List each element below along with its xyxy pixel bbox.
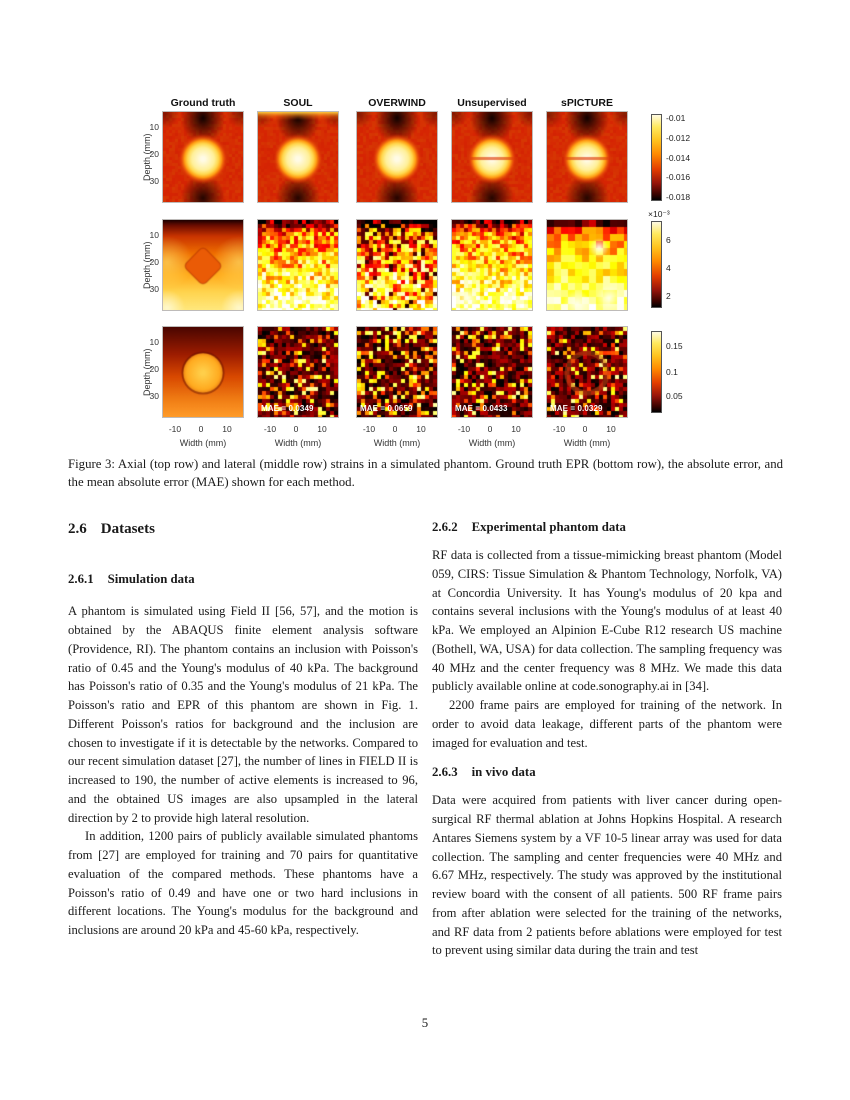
- heatmap-panel-lateral-soul: [258, 220, 338, 310]
- colorbar-exponent-label: ×10⁻³: [648, 209, 670, 219]
- subsection-number: 2.6.3: [432, 765, 458, 780]
- x-tick-label: 10: [317, 424, 327, 434]
- x-tick-label: 0: [582, 424, 588, 434]
- subsection-title: Experimental phantom data: [471, 520, 626, 534]
- mae-label: MAE = 0.0349: [261, 404, 314, 413]
- heatmap-canvas: [357, 220, 437, 310]
- column-title: Ground truth: [170, 97, 236, 109]
- column-title: sPICTURE: [561, 97, 613, 109]
- colorbar-tick-label: -0.01: [666, 113, 686, 124]
- figure-3-strain-grid: [140, 95, 720, 455]
- colorbar-tick-label: 2: [666, 290, 671, 301]
- column-title: SOUL: [283, 97, 313, 109]
- y-tick-label: 20: [149, 149, 159, 160]
- colorbar: [652, 222, 661, 307]
- heatmap-canvas: [452, 220, 532, 310]
- y-axis-label: Depth (mm): [142, 241, 152, 289]
- heatmap-panel-axial-soul: [258, 112, 338, 202]
- colorbar: [652, 332, 661, 412]
- heatmap-panel-lateral-unsupervised: [452, 220, 532, 310]
- mae-label: MAE = 0.0433: [455, 404, 508, 413]
- paragraph-experimental-1: RF data is collected from a tissue-mimicking breast phantom (Model 059, CIRS: Tissue Simulation & Phantom Technology, Norfolk, VA) at Concordia University. It has Young's modulus of 20 kpa and contains several inclusions with the Young's modulus of at least 40 kPa. We employed an Alpinion E-Cube R12 research US machine (Bothell, WA, USA) for data collection. The sampling frequency was 40 MHz and the center frequency was 8 MHz. We made this data publicly available online at code.sonography.ai in [34].: [432, 548, 782, 694]
- subsection-heading-simulation-data: [68, 570, 418, 589]
- x-tick-label: -10: [362, 424, 376, 434]
- x-tick-label: 10: [511, 424, 521, 434]
- column-title: OVERWIND: [368, 97, 426, 109]
- y-tick-label: 30: [149, 176, 159, 187]
- subsection-heading-in-vivo: [432, 763, 782, 782]
- heatmap-panel-lateral-overwind: [357, 220, 437, 310]
- colorbar-tick-label: 0.05: [666, 391, 683, 401]
- heatmap-canvas: [547, 220, 627, 310]
- colorbar: [652, 115, 661, 200]
- x-axis-label: Width (mm): [373, 438, 421, 448]
- colorbar-tick-label: -0.014: [666, 152, 691, 163]
- heatmap-panel-axial-ground-truth: [163, 112, 243, 202]
- x-tick-label: 10: [606, 424, 616, 434]
- x-axis-label: Width (mm): [274, 438, 322, 448]
- subsection-title: in vivo data: [471, 765, 536, 780]
- heatmap-panel-lateral-spicture: [547, 220, 627, 310]
- paragraph-experimental-2: 2200 frame pairs are employed for training of the network. In order to avoid data leakage, different parts of the phantom were imaged for evaluation and test.: [432, 698, 782, 750]
- heatmap-canvas: [163, 220, 243, 310]
- x-tick-label: 0: [392, 424, 398, 434]
- section-title: Datasets: [100, 521, 155, 537]
- x-tick-label: -10: [263, 424, 277, 434]
- heatmap-canvas: [452, 112, 532, 202]
- heatmap-panel-epr-ground-truth: [163, 327, 243, 417]
- x-tick-label: 0: [198, 424, 204, 434]
- mae-label: MAE = 0.0659: [360, 404, 413, 413]
- x-tick-label: -10: [168, 424, 182, 434]
- colorbar-tick-label: 6: [666, 234, 671, 245]
- x-axis-label: Width (mm): [563, 438, 611, 448]
- heatmap-panel-axial-overwind: [357, 112, 437, 202]
- x-tick-label: 10: [416, 424, 426, 434]
- heatmap-canvas: [258, 112, 338, 202]
- heatmap-canvas: [258, 220, 338, 310]
- heatmap-panel-epr-unsupervised: [452, 327, 532, 417]
- section-heading-datasets: [68, 518, 418, 540]
- paragraph-simulation-1: A phantom is simulated using Field II [56, 57], and the motion is obtained by the ABAQUS finite element analysis software (Providence, RI). The phantom contains an inclusion with Poisson's ratio of 0.45 and the Young's modulus of 40 kPa. The background has Poisson's ratio of 0.35 and the Young's modulus of 21 kPa. The Poisson's ratio and EPR of this phantom are shown in Fig. 1. Different Poisson's ratios for background and the inclusion are chosen to investigate if it is detectable by the networks. Compared to our recent simulation dataset [27], the number of lines in FIELD II is increased to 190, the number of active elements is increased to 96, and the obtained US images are also upsampled in the lateral direction by 2 to provide high lateral resolution.: [68, 604, 418, 825]
- x-tick-label: -10: [552, 424, 566, 434]
- colorbar-tick-label: 0.1: [666, 367, 678, 377]
- y-axis-label: Depth (mm): [142, 348, 152, 396]
- colorbar-tick-label: 4: [666, 262, 671, 273]
- subsection-number: 2.6.1: [68, 572, 94, 587]
- heatmap-panel-epr-overwind: [357, 327, 437, 417]
- subsection-title: Simulation data: [107, 572, 195, 587]
- heatmap-panel-lateral-ground-truth: [163, 220, 243, 310]
- paragraph-in-vivo-1: Data were acquired from patients with liver cancer during open-surgical RF thermal ablation at Johns Hopkins Hospital. A research Antares Siemens system by a VF 10-5 linear array was used for data collection. The sampling and center frequencies were 40 MHz and 6.67 MHz, respectively. The study was approved by the institutional review board with the consent of all patients. 500 RF frame pairs from after ablation were selected for the training of the networks, and RF data from 2 patients before ablations were employed for test to prevent using similar data during the train and test: [432, 793, 782, 958]
- colorbar-tick-label: -0.018: [666, 191, 691, 202]
- y-tick-label: 20: [149, 257, 159, 268]
- mae-label: MAE = 0.0329: [550, 404, 603, 413]
- y-tick-label: 20: [149, 364, 159, 375]
- colorbar-tick-label: -0.012: [666, 132, 691, 143]
- x-tick-label: 0: [293, 424, 299, 434]
- page-number: 5: [421, 1016, 429, 1030]
- heatmap-canvas: [357, 112, 437, 202]
- x-axis-label: Width (mm): [179, 438, 227, 448]
- x-tick-label: 10: [222, 424, 232, 434]
- figure-caption: Figure 3: Axial (top row) and lateral (middle row) strains in a simulated phantom. Ground truth EPR (bottom row), the absolute error, and the mean absolute error (MAE) shown for each method.: [68, 457, 783, 489]
- left-column: [68, 518, 418, 940]
- heatmap-canvas: [163, 112, 243, 202]
- y-tick-label: 30: [149, 284, 159, 295]
- subsection-number: 2.6.2: [432, 520, 458, 534]
- heatmap-panel-epr-soul: [258, 327, 338, 417]
- colorbar-tick-label: -0.016: [666, 172, 691, 183]
- heatmap-canvas: [547, 112, 627, 202]
- y-tick-label: 10: [149, 230, 159, 241]
- paragraph-simulation-2: In addition, 1200 pairs of publicly available simulated phantoms from [27] are employed for training and 70 pairs for quantitative evaluation of the compared methods. These phantoms have a Poisson's ratio of 0.49 and have one or two hard inclusions in different locations. The Young's modulus for the background and inclusions are around 20 kPa and 45-60 kPa, respectively.: [68, 829, 418, 938]
- heatmap-panel-epr-spicture: [547, 327, 627, 417]
- x-axis-label: Width (mm): [468, 438, 516, 448]
- section-number: 2.6: [68, 521, 87, 537]
- heatmap-panel-axial-spicture: [547, 112, 627, 202]
- heatmap-canvas: [163, 327, 243, 417]
- y-tick-label: 30: [149, 391, 159, 402]
- colorbar-tick-label: 0.15: [666, 341, 683, 352]
- heatmap-panel-axial-unsupervised: [452, 112, 532, 202]
- y-tick-label: 10: [149, 337, 159, 348]
- column-title: Unsupervised: [457, 97, 527, 109]
- x-tick-label: -10: [457, 424, 471, 434]
- subsection-heading-experimental-phantom: [432, 518, 782, 537]
- y-tick-label: 10: [149, 122, 159, 133]
- x-tick-label: 0: [487, 424, 493, 434]
- right-column: [432, 518, 782, 960]
- y-axis-label: Depth (mm): [142, 133, 152, 181]
